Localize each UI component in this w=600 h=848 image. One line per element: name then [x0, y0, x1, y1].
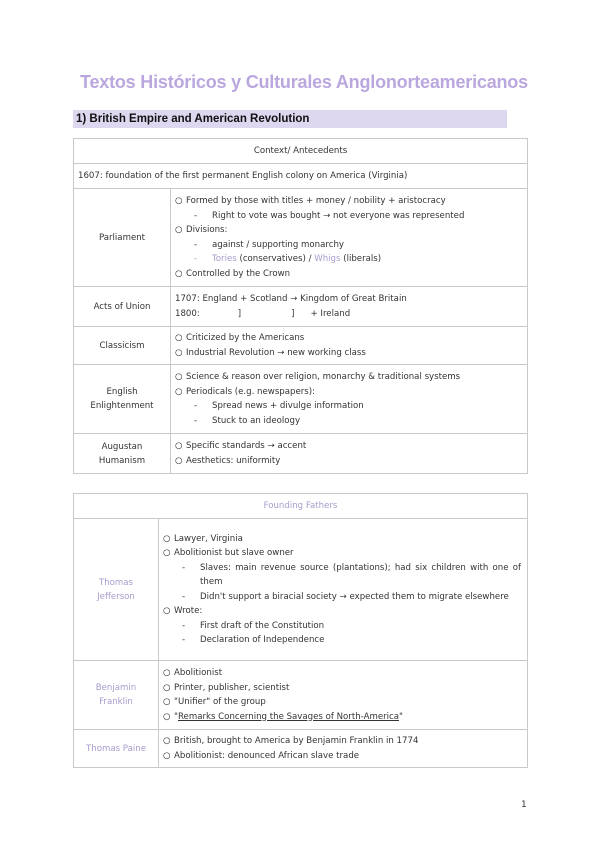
list-item: ○ Abolitionist: [163, 668, 223, 678]
list-item: ○ Wrote:: [163, 606, 203, 616]
list-item: ○ Criticized by the Americans: [175, 333, 305, 343]
list-subitem: - Didn't support a biracial society → expected them to migrate elsewhere: [182, 591, 509, 602]
list-subitem: - First draft of the Constitution: [182, 620, 325, 631]
row-label-acts-of-union: Acts of Union: [74, 287, 171, 327]
list-item: ○ Abolitionist but slave owner: [163, 548, 294, 558]
document-title: Textos Históricos y Culturales Anglonorteamericanos: [80, 72, 528, 92]
row-label-classicism: Classicism: [74, 327, 171, 365]
list-subitem: - Slaves: main revenue source (plantations); had six children with one of them: [182, 562, 521, 587]
context-table: [73, 138, 528, 474]
list-item: ○ Abolitionist: denounced African slave trade: [163, 750, 360, 761]
list-item: ○ Aesthetics: uniformity: [175, 455, 281, 466]
row-label-augustan: Augustan Humanism: [74, 434, 171, 474]
augustan-content: [171, 434, 528, 474]
acts-content: 1707: England + Scotland → Kingdom of Great Britain 1800: ] ] + Ireland: [171, 287, 528, 327]
list-item: ○ Printer, publisher, scientist: [163, 682, 290, 693]
franklin-content: [159, 661, 528, 730]
list-item: ○ "Remarks Concerning the Savages of North-America": [163, 711, 403, 722]
row-label-paine: Thomas Paine: [74, 730, 159, 768]
classicism-content: [171, 327, 528, 365]
row-label-jefferson: Thomas Jefferson: [74, 519, 159, 661]
whigs-label: Whigs: [314, 254, 341, 264]
list-subitem: - against / supporting monarchy: [194, 239, 344, 250]
remarks-link[interactable]: Remarks Concerning the Savages of North-America: [177, 711, 400, 722]
list-item: ○ Controlled by the Crown: [175, 268, 291, 279]
list-item: ○ British, brought to America by Benjamin Franklin in 1774: [163, 736, 419, 746]
list-item: ○ Industrial Revolution → new working class: [175, 347, 366, 358]
context-table-header: Context/ Antecedents: [74, 139, 528, 164]
list-item: ○ Divisions:: [175, 225, 228, 235]
page-number: 1: [521, 800, 527, 810]
intro-row: 1607: foundation of the first permanent English colony on America (Virginia): [74, 164, 528, 189]
row-label-enlightenment: English Enlightenment: [74, 365, 171, 434]
list-subitem: - Tories (conservatives) / Whigs (liberals): [194, 254, 382, 264]
list-item: ○ Science & reason over religion, monarchy & traditional systems: [175, 372, 461, 382]
list-item: ○ "Unifier" of the group: [163, 697, 266, 707]
enlightenment-content: [171, 365, 528, 434]
parliament-content: [171, 189, 528, 287]
section-heading: 1) British Empire and American Revolution: [73, 110, 507, 128]
list-item: ○ Formed by those with titles + money / nobility + aristocracy: [175, 196, 446, 206]
founding-fathers-table: [73, 493, 528, 768]
founding-fathers-header: Founding Fathers: [74, 494, 528, 519]
list-item: ○ Periodicals (e.g. newspapers):: [175, 386, 316, 397]
list-item: ○ Lawyer, Virginia: [163, 533, 243, 544]
list-item: ○ Specific standards → accent: [175, 441, 307, 451]
paine-content: [159, 730, 528, 768]
list-subitem: - Declaration of Independence: [182, 635, 325, 645]
row-label-parliament: Parliament: [74, 189, 171, 287]
list-subitem: - Spread news + divulge information: [194, 401, 364, 411]
row-label-franklin: Benjamin Franklin: [74, 661, 159, 730]
list-subitem: - Right to vote was bought → not everyone was represented: [194, 210, 465, 221]
tories-label: Tories: [212, 254, 237, 264]
list-subitem: - Stuck to an ideology: [194, 415, 301, 426]
jefferson-content: [159, 519, 528, 661]
